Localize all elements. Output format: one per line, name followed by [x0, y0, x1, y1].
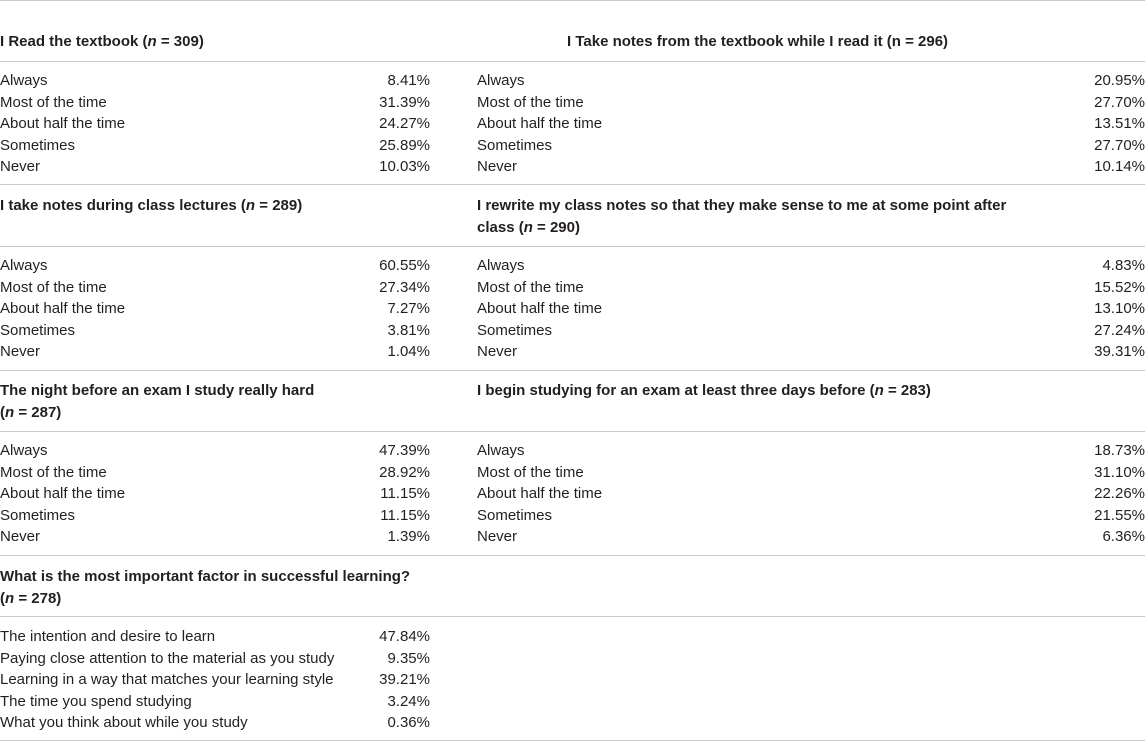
table-row: The intention and desire to learn 47.84% — [0, 628, 430, 645]
table-row: Never 10.03% — [0, 158, 430, 175]
table-row: About half the time 22.26% — [477, 485, 1145, 502]
table-row: Sometimes 21.55% — [477, 506, 1145, 524]
answer-list — [477, 440, 1145, 548]
table-row: About half the time 7.27% — [0, 300, 430, 317]
table-row: Always 18.73% — [477, 442, 1145, 459]
table-row: Sometimes 3.81% — [0, 321, 430, 339]
answer-list — [0, 255, 430, 363]
header-rule — [0, 431, 1145, 432]
table-top-rule — [0, 0, 1145, 1]
table-row: Most of the time 27.70% — [477, 93, 1145, 111]
table-row: Sometimes 27.70% — [477, 136, 1145, 154]
question-block — [0, 380, 430, 423]
section-rule — [0, 370, 1145, 371]
question-heading: The night before an exam I study really hard (n = 287) — [0, 382, 315, 421]
answer-list — [0, 440, 430, 548]
question-block — [477, 380, 1145, 402]
table-row: Never 39.31% — [477, 343, 1145, 360]
answer-list — [477, 70, 1145, 178]
header-rule — [0, 61, 1145, 62]
question-heading: I begin studying for an exam at least three days before (n = 283) — [477, 382, 931, 399]
table-row: Always 60.55% — [0, 257, 430, 274]
section-rule — [0, 184, 1145, 185]
question-heading: I rewrite my class notes so that they make sense to me at some point after class (n = 290) — [477, 197, 1007, 236]
section-rule — [0, 555, 1145, 556]
question-heading: I Take notes from the textbook while I read it (n = 296) — [567, 33, 949, 50]
answer-list — [0, 70, 430, 178]
table-row: Always 47.39% — [0, 442, 430, 459]
header-rule — [0, 616, 1145, 617]
table-row: Never 6.36% — [477, 528, 1145, 545]
table-row: Most of the time 15.52% — [477, 278, 1145, 296]
question-block — [0, 566, 470, 609]
table-row: Never 10.14% — [477, 158, 1145, 175]
table-row: Most of the time 31.10% — [477, 463, 1145, 481]
answer-list — [0, 626, 430, 734]
table-row: Always 8.41% — [0, 72, 430, 89]
table-row: About half the time 11.15% — [0, 485, 430, 502]
table-row: Most of the time 31.39% — [0, 93, 430, 111]
question-block — [0, 31, 430, 53]
question-heading: I Read the textbook (n = 309) — [0, 33, 204, 50]
table-row: Most of the time 28.92% — [0, 463, 430, 481]
table-row: Most of the time 27.34% — [0, 278, 430, 296]
table-row: The time you spend studying 3.24% — [0, 692, 430, 710]
question-block — [477, 195, 1145, 238]
question-heading: What is the most important factor in successful learning? (n = 278) — [0, 568, 411, 607]
table-bottom-rule — [0, 740, 1145, 741]
table-row: Always 4.83% — [477, 257, 1145, 274]
table-row: Never 1.39% — [0, 528, 430, 545]
header-rule — [0, 246, 1145, 247]
table-row: Sometimes 25.89% — [0, 136, 430, 154]
table-row: About half the time 13.51% — [477, 115, 1145, 132]
table-row: Always 20.95% — [477, 72, 1145, 89]
question-block — [0, 195, 430, 217]
table-row: Sometimes 27.24% — [477, 321, 1145, 339]
answer-list — [477, 255, 1145, 363]
table-row: Learning in a way that matches your learning style 39.21% — [0, 671, 430, 688]
table-row: What you think about while you study 0.36% — [0, 714, 430, 731]
table-row: About half the time 24.27% — [0, 115, 430, 132]
table-row: About half the time 13.10% — [477, 300, 1145, 317]
table-row: Sometimes 11.15% — [0, 506, 430, 524]
question-block — [567, 31, 1145, 53]
question-heading: I take notes during class lectures (n = 289) — [0, 197, 303, 214]
table-row: Never 1.04% — [0, 343, 430, 360]
table-row: Paying close attention to the material as you study 9.35% — [0, 649, 430, 667]
